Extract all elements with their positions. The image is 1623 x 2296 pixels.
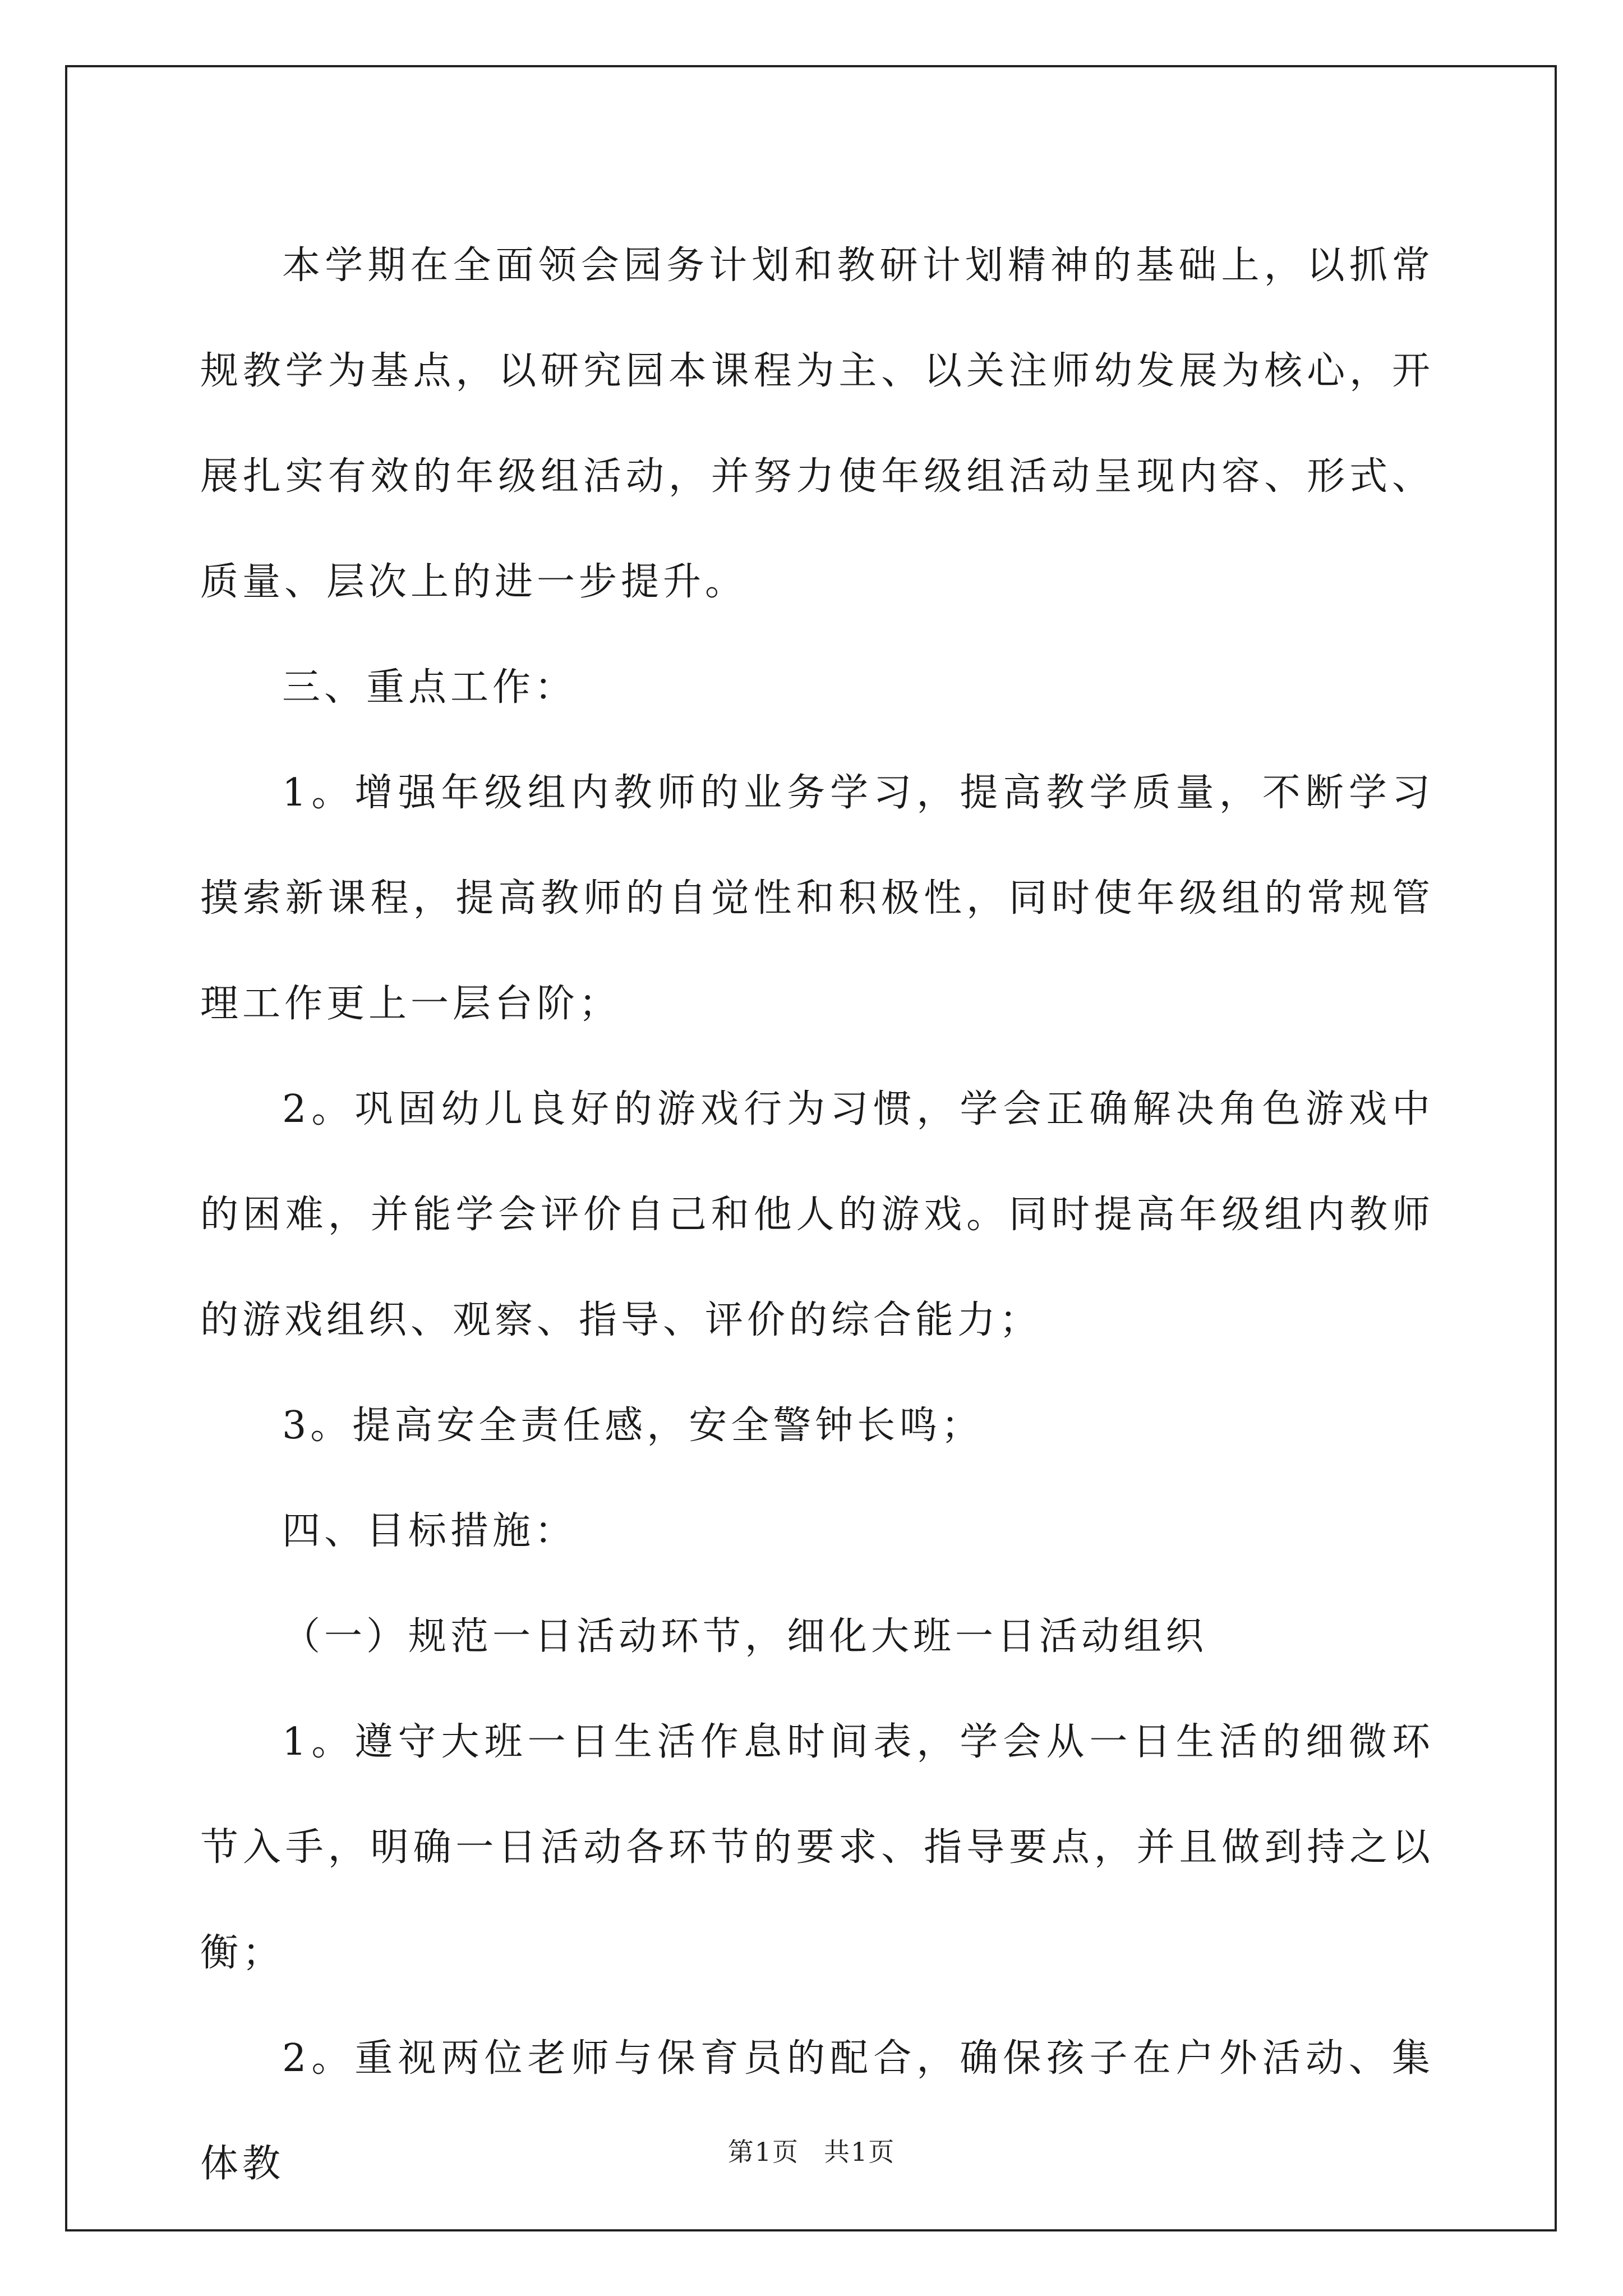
paragraph-measure-2: 2。重视两位老师与保育员的配合，确保孩子在户外活动、集体教 xyxy=(200,2036,1434,2186)
page-number-current: 第1页 xyxy=(727,2137,799,2167)
page-footer xyxy=(0,2132,1623,2169)
paragraph-key-work-2: 2。巩固幼儿良好的游戏行为习惯，学会正确解决角色游戏中的困难，并能学会评价自己和他人的游戏。同时提高年级组内教师的游戏组织、观察、指导、评价的综合能力； xyxy=(200,1087,1434,1342)
paragraph-measure-1: 1。遵守大班一日生活作息时间表，学会从一日生活的细微环节入手，明确一日活动各环节的要求、指导要点，并且做到持之以衡； xyxy=(200,1720,1434,1975)
paragraph-key-work-1: 1。增强年级组内教师的业务学习，提高教学质量，不断学习摸索新课程，提高教师的自觉性和积极性，同时使年级组的常规管理工作更上一层台阶； xyxy=(200,771,1434,1026)
heading-key-work: 三、重点工作： xyxy=(282,665,577,710)
heading-goal-measures: 四、目标措施： xyxy=(282,1509,577,1553)
page-number-total: 共1页 xyxy=(824,2137,896,2167)
subheading-daily-activities: （一）规范一日活动环节，细化大班一日活动组织 xyxy=(282,1614,1208,1659)
paragraph-key-work-3: 3。提高安全责任感，安全警钟长鸣； xyxy=(282,1404,984,1448)
document-body xyxy=(200,213,1434,2217)
paragraph-intro: 本学期在全面领会园务计划和教研计划精神的基础上，以抓常规教学为基点，以研究园本课程为主、以关注师幼发展为核心，开展扎实有效的年级组活动，并努力使年级组活动呈现内容、形式、质量、层次上的进一步提升。 xyxy=(200,243,1434,604)
